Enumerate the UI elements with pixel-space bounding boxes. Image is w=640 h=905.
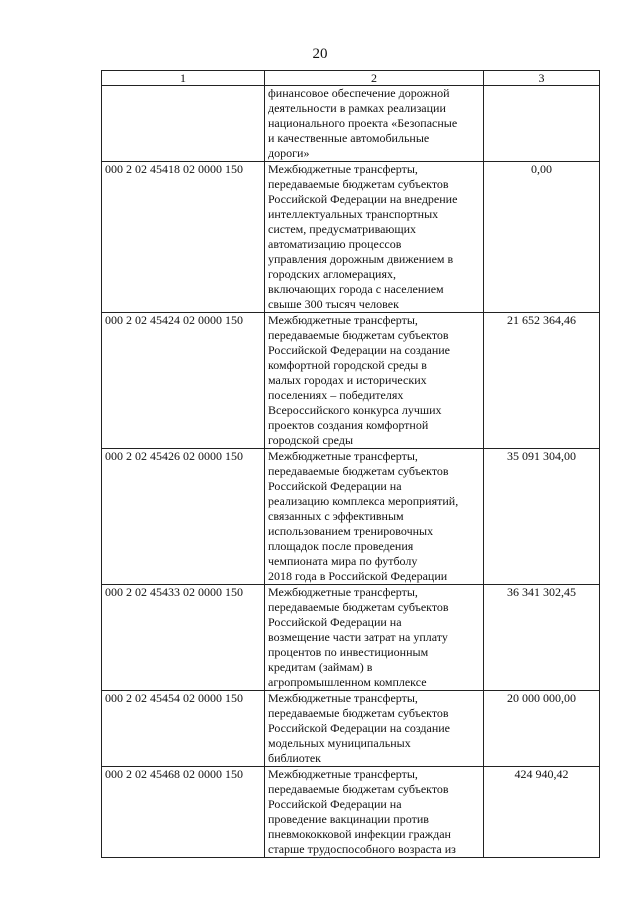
description-line: реализацию комплекса мероприятий, [268, 494, 459, 508]
amount: 35 091 304,00 [484, 449, 600, 585]
amount: 0,00 [484, 162, 600, 313]
description-line: передаваемые бюджетам субъектов [268, 177, 449, 191]
description-line: городской среды [268, 433, 354, 447]
income-description [265, 585, 484, 691]
description-line: Межбюджетные трансферты, [268, 585, 418, 599]
description-line: систем, предусматривающих [268, 222, 417, 236]
description-line: использованием тренировочных [268, 524, 434, 538]
header-col-3: 3 [484, 71, 600, 86]
description-line: передаваемые бюджетам субъектов [268, 706, 449, 720]
table-row [102, 313, 600, 449]
amount: 20 000 000,00 [484, 691, 600, 767]
income-code: 000 2 02 45424 02 0000 150 [102, 313, 265, 449]
description-line: Российской Федерации на [268, 797, 402, 811]
description-line: и качественные автомобильные [268, 131, 430, 145]
description-line: включающих города с населением [268, 282, 444, 296]
description-line: Российской Федерации на внедрение [268, 192, 458, 206]
description-line: комфортной городской среды в [268, 358, 427, 372]
income-code: 000 2 02 45468 02 0000 150 [102, 767, 265, 858]
description-line: городских агломерациях, [268, 267, 396, 281]
description-line: деятельности в рамках реализации [268, 101, 446, 115]
amount: 21 652 364,46 [484, 313, 600, 449]
page-number: 20 [312, 46, 328, 62]
description-line: агропромышленном комплексе [268, 675, 427, 689]
table-row [102, 86, 600, 162]
amount: 424 940,42 [484, 767, 600, 858]
description-line: Российской Федерации на [268, 479, 402, 493]
description-line: Всероссийского конкурса лучших [268, 403, 442, 417]
description-line: Российской Федерации на создание [268, 343, 451, 357]
income-description [265, 162, 484, 313]
income-description [265, 767, 484, 858]
income-code: 000 2 02 45454 02 0000 150 [102, 691, 265, 767]
description-line: свыше 300 тысяч человек [268, 297, 399, 311]
description-line: пневмококковой инфекции граждан [268, 827, 451, 841]
description-line: Межбюджетные трансферты, [268, 449, 418, 463]
header-col-1: 1 [102, 71, 265, 86]
description-line: интеллектуальных транспортных [268, 207, 439, 221]
description-line: возмещение части затрат на уплату [268, 630, 448, 644]
budget-table-body [102, 71, 600, 858]
description-line: дороги» [268, 146, 310, 160]
description-line: передаваемые бюджетам субъектов [268, 464, 449, 478]
income-description [265, 86, 484, 162]
table-row [102, 585, 600, 691]
description-line: передаваемые бюджетам субъектов [268, 782, 449, 796]
header-row [102, 71, 600, 86]
description-line: передаваемые бюджетам субъектов [268, 600, 449, 614]
description-line: старше трудоспособного возраста из [268, 842, 456, 856]
description-line: 2018 года в Российской Федерации [268, 569, 448, 583]
description-line: библиотек [268, 751, 321, 765]
description-line: Межбюджетные трансферты, [268, 313, 418, 327]
income-code: 000 2 02 45418 02 0000 150 [102, 162, 265, 313]
description-line: Межбюджетные трансферты, [268, 162, 418, 176]
description-line: поселениях – победителях [268, 388, 404, 402]
description-line: связанных с эффективным [268, 509, 404, 523]
description-line: проведение вакцинации против [268, 812, 429, 826]
description-line: площадок после проведения [268, 539, 414, 553]
description-line: кредитам (займам) в [268, 660, 373, 674]
income-description [265, 313, 484, 449]
description-line: финансовое обеспечение дорожной [268, 86, 450, 100]
income-code: 000 2 02 45426 02 0000 150 [102, 449, 265, 585]
description-line: автоматизацию процессов [268, 237, 402, 251]
description-line: модельных муниципальных [268, 736, 411, 750]
table-row [102, 162, 600, 313]
income-code [102, 86, 265, 162]
income-code: 000 2 02 45433 02 0000 150 [102, 585, 265, 691]
description-line: процентов по инвестиционным [268, 645, 429, 659]
description-line: управления дорожным движением в [268, 252, 454, 266]
description-line: Межбюджетные трансферты, [268, 691, 418, 705]
table-row [102, 691, 600, 767]
description-line: Российской Федерации на [268, 615, 402, 629]
description-line: Российской Федерации на создание [268, 721, 451, 735]
amount: 36 341 302,45 [484, 585, 600, 691]
income-description [265, 691, 484, 767]
description-line: Межбюджетные трансферты, [268, 767, 418, 781]
description-line: чемпионата мира по футболу [268, 554, 418, 568]
table-row [102, 767, 600, 858]
description-line: передаваемые бюджетам субъектов [268, 328, 449, 342]
income-description [265, 449, 484, 585]
amount [484, 86, 600, 162]
description-line: проектов создания комфортной [268, 418, 429, 432]
table-row [102, 449, 600, 585]
description-line: национального проекта «Безопасные [268, 116, 458, 130]
budget-table [101, 70, 600, 858]
header-col-2: 2 [265, 71, 484, 86]
description-line: малых городах и исторических [268, 373, 427, 387]
